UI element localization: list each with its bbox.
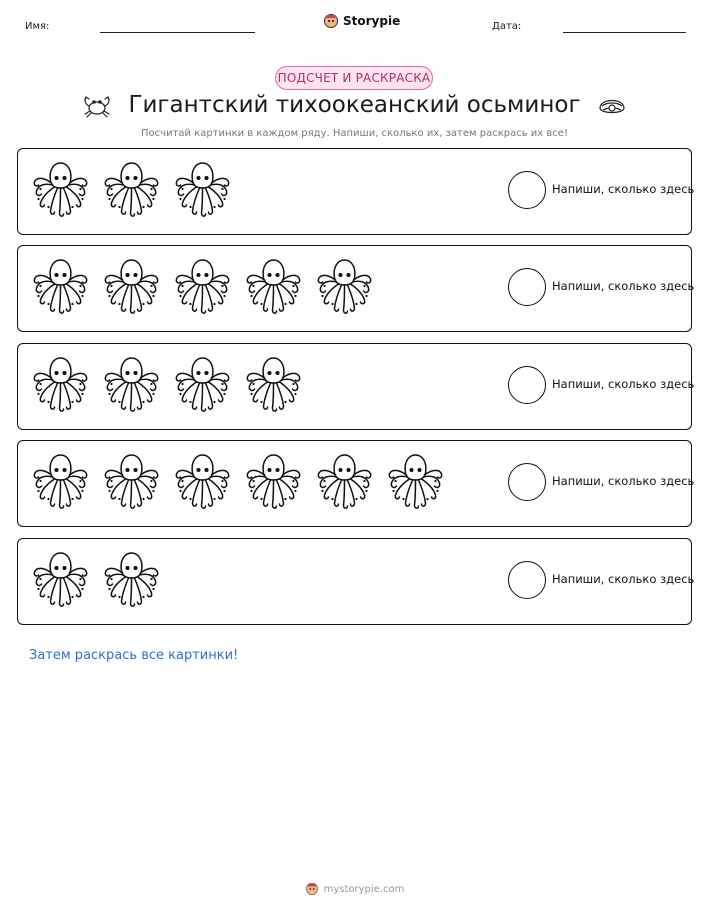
answer-prompt: Напиши, сколько здесь [552, 279, 695, 293]
octopus-picture[interactable] [30, 354, 91, 414]
shell-icon [597, 92, 627, 120]
count-row-1 [17, 148, 695, 235]
logo-text: Storypie [343, 14, 401, 28]
count-row-5 [17, 538, 695, 625]
site-footer [0, 882, 709, 896]
octopus-picture[interactable] [243, 256, 304, 316]
octopus-picture[interactable] [101, 256, 162, 316]
octopus-group [30, 159, 233, 219]
answer-circle[interactable] [508, 463, 546, 501]
answer-prompt: Напиши, сколько здесь [552, 572, 695, 586]
octopus-picture[interactable] [385, 451, 446, 511]
date-label: Дата: [492, 21, 522, 32]
octopus-picture[interactable] [30, 451, 91, 511]
octopus-picture[interactable] [101, 354, 162, 414]
name-line[interactable] [100, 32, 255, 33]
octopus-picture[interactable] [243, 354, 304, 414]
octopus-picture[interactable] [172, 451, 233, 511]
octopus-group [30, 451, 446, 511]
answer-circle[interactable] [508, 366, 546, 404]
name-label: Имя: [25, 21, 50, 32]
page-title: Гигантский тихоокеанский осьминог [128, 92, 581, 118]
octopus-group [30, 256, 375, 316]
answer-circle[interactable] [508, 268, 546, 306]
octopus-picture[interactable] [172, 354, 233, 414]
octopus-picture[interactable] [101, 159, 162, 219]
octopus-picture[interactable] [101, 451, 162, 511]
coloring-note: Затем раскрась все картинки! [29, 648, 239, 663]
octopus-picture[interactable] [243, 451, 304, 511]
answer-circle[interactable] [508, 561, 546, 599]
octopus-picture[interactable] [172, 159, 233, 219]
octopus-picture[interactable] [30, 549, 91, 609]
octopus-picture[interactable] [30, 256, 91, 316]
octopus-picture[interactable] [101, 549, 162, 609]
octopus-picture[interactable] [172, 256, 233, 316]
instructions: Посчитай картинки в каждом ряду. Напиши, сколько их, затем раскрась их все! [141, 128, 568, 139]
activity-badge: ПОДСЧЕТ И РАСКРАСКА [275, 66, 433, 90]
answer-prompt: Напиши, сколько здесь [552, 182, 695, 196]
date-line[interactable] [563, 32, 686, 33]
storypie-logo [323, 13, 400, 29]
octopus-picture[interactable] [314, 256, 375, 316]
site-url: mystorypie.com [323, 883, 405, 895]
storypie-mascot-icon [323, 13, 339, 29]
answer-circle[interactable] [508, 171, 546, 209]
storypie-mascot-icon [305, 882, 319, 896]
octopus-group [30, 549, 162, 609]
answer-prompt: Напиши, сколько здесь [552, 377, 695, 391]
count-row-4 [17, 440, 695, 527]
octopus-picture[interactable] [314, 451, 375, 511]
octopus-picture[interactable] [30, 159, 91, 219]
count-row-3 [17, 343, 695, 430]
octopus-group [30, 354, 304, 414]
answer-prompt: Напиши, сколько здесь [552, 474, 695, 488]
count-row-2 [17, 245, 695, 332]
